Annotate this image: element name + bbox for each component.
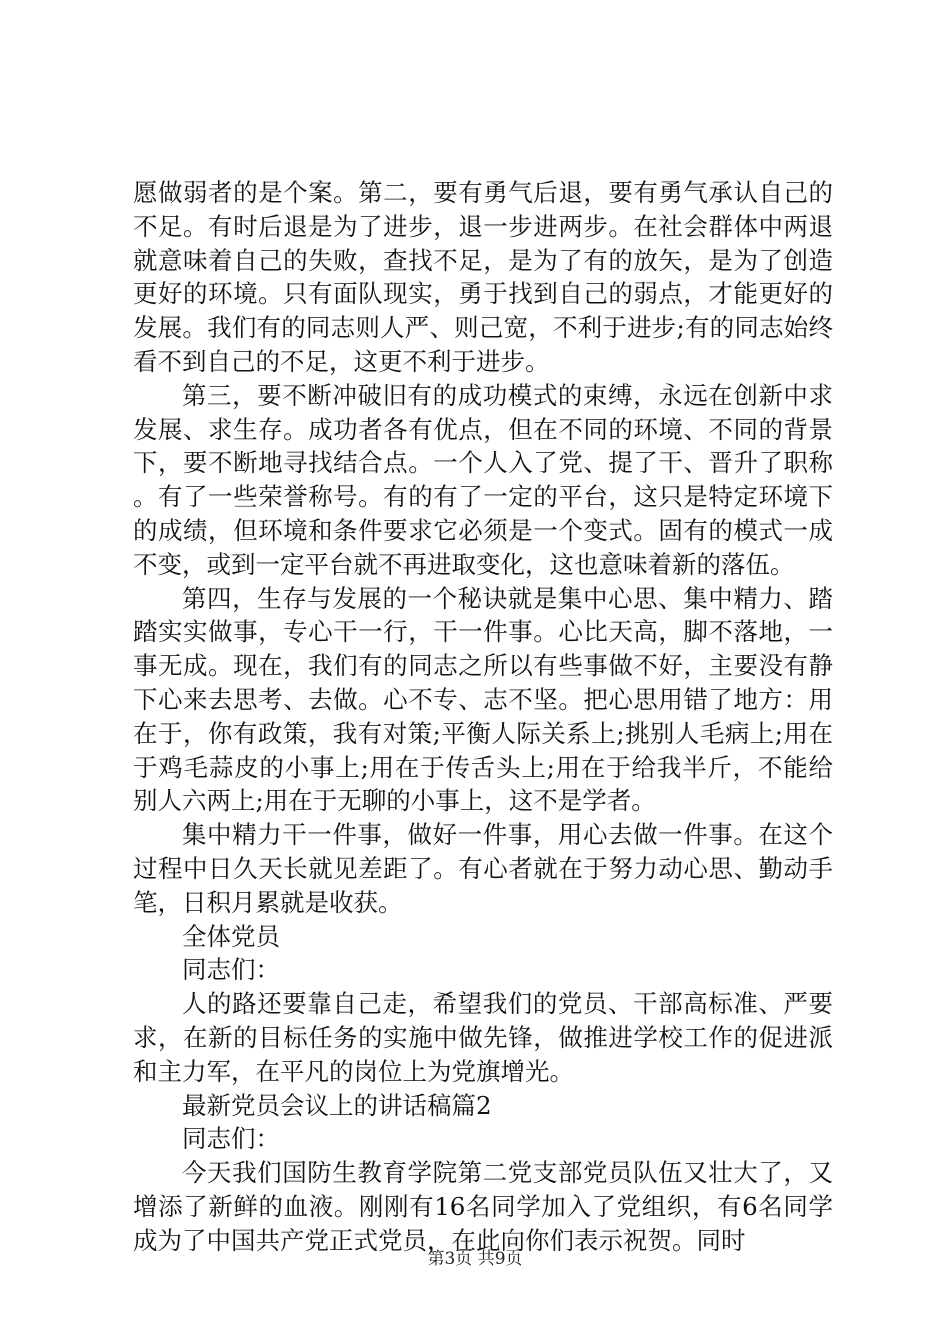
paragraph-salutation-comrades-2: 同志们： [182, 1124, 280, 1154]
document-body [133, 176, 833, 1258]
paragraph-salutation-all-members: 全体党员 [182, 921, 280, 951]
paragraph-5: 人的路还要靠自己走，希望我们的党员、干部高标准、严要求，在新的目标任务的实施中做先锋，做推进学校工作的促进派和主力军，在平凡的岗位上为党旗增光。 [133, 989, 833, 1086]
page-footer: 第3页 共9页 [427, 1249, 523, 1269]
section-heading: 最新党员会议上的讲话稿篇2 [182, 1090, 492, 1120]
paragraph-3: 第四，生存与发展的一个秘诀就是集中心思、集中精力、踏踏实实做事，专心干一行，干一件事。心比天高，脚不落地，一事无成。现在，我们有的同志之所以有些事做不好，主要没有静下心来去思考、去做。心不专、志不坚。把心思用错了地方：用在于，你有政策，我有对策;平衡人际关系上;挑别人毛病上;用在于鸡毛蒜皮的小事上;用在于传舌头上;用在于给我半斤，不能给别人六两上;用在于无聊的小事上，这不是学者。 [133, 583, 833, 816]
paragraph-1: 愿做弱者的是个案。第二，要有勇气后退，要有勇气承认自己的不足。有时后退是为了进步，退一步进两步。在社会群体中两退就意味着自己的失败，查找不足，是为了有的放矢，是为了创造更好的环境。只有面队现实，勇于找到自己的弱点，才能更好的发展。我们有的同志则人严、则己宽，不利于进步;有的同志始终看不到自己的不足，这更不利于进步。 [133, 178, 833, 376]
paragraph-6: 今天我们国防生教育学院第二党支部党员队伍又壮大了，又增添了新鲜的血液。刚刚有16名同学加入了党组织，有6名同学成为了中国共产党正式党员，在此向你们表示祝贺。同时 [133, 1158, 833, 1255]
paragraph-2: 第三，要不断冲破旧有的成功模式的束缚，永远在创新中求发展、求生存。成功者各有优点，但在不同的环境、不同的背景下，要不断地寻找结合点。一个人入了党、提了干、晋升了职称。有了一些荣誉称号。有的有了一定的平台，这只是特定环境下的成绩，但环境和条件要求它必须是一个变式。固有的模式一成不变，或到一定平台就不再进取变化，这也意味着新的落伍。 [133, 380, 833, 579]
paragraph-4: 集中精力干一件事，做好一件事，用心去做一件事。在这个过程中日久天长就见差距了。有心者就在于努力动心思、勤动手笔，日积月累就是收获。 [133, 820, 833, 917]
paragraph-salutation-comrades: 同志们： [182, 955, 280, 985]
